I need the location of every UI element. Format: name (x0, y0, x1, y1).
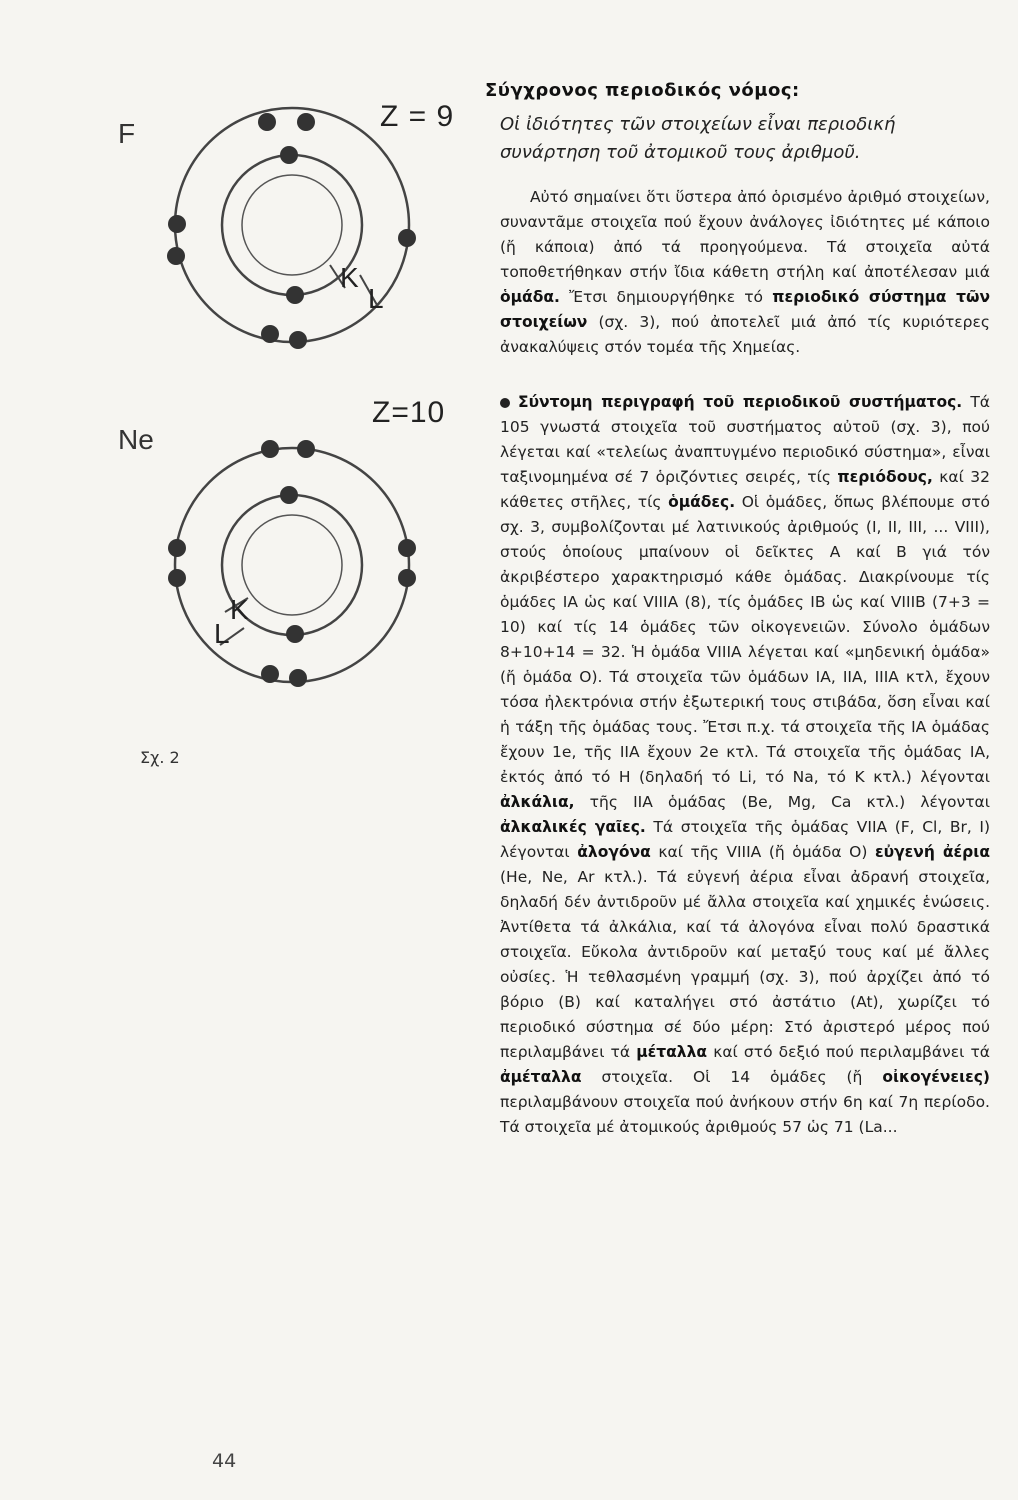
fluorine-shell-l-label: L (368, 283, 384, 314)
paragraph-periodic-system: Αὐτό σημαίνει ὅτι ὕστερα ἀπό ὁρισμένο ἀριθμό στοιχείων, συναντᾶμε στοιχεῖα πού ἔχουν ἀνάλογες ἰδιότητες μέ κάποιο (ἤ κάποια) ἀπό τά προηγούμενα. Τά στοιχεῖα αὐτά τοποθετήθηκαν στήν ἴδια κάθετη στήλη καί ἀποτέλεσαν μιά ὁμάδα. Ἔτσι δημιουργήθηκε τό περιοδικό σύστημα τῶν στοιχείων (σχ. 3), πού ἀποτελεῖ μιά ἀπό τίς κυριότερες ἀνακαλύψεις στόν τομέα τῆς Χημείας. (500, 188, 991, 356)
electron (286, 625, 304, 643)
electron (280, 486, 298, 504)
electron (289, 331, 307, 349)
electron (261, 440, 279, 458)
electron (168, 539, 186, 557)
term-families: οἰκογένειες) (882, 1068, 991, 1086)
electron (258, 113, 276, 131)
electron (297, 440, 315, 458)
law-statement: Οἱ ἰδιότητες τῶν στοιχείων εἶναι περιοδική συνάρτηση τοῦ ἀτομικοῦ τους ἀριθμοῦ. (500, 114, 896, 163)
bullet-icon (500, 398, 510, 408)
electron (261, 325, 279, 343)
paragraph-description: Σύντομη περιγραφή τοῦ περιοδικοῦ συστήματος. Τά 105 γνωστά στοιχεῖα τοῦ συστήματος αὐτοῦ (σχ. 3), πού λέγεται καί «τελείως ἀναπτυγμένο περιοδικό σύστημα», εἶναι ταξινομημένα σέ 7 ὁριζόντιες σειρές, τίς περιόδους, καί 32 κάθετες στῆλες, τίς ὁμάδες. Οἱ ὁμάδες, ὅπως βλέπουμε στό σχ. 3, συμβολίζονται μέ λατινικούς ἀριθμούς (I, II, III, ... VIII), στούς ὁποίους μπαίνουν οἱ δεῖκτες Α καί Β γιά τόν ἀκριβέστερο χαρακτηρισμό κάθε ὁμάδας. Διακρίνουμε τίς ὁμάδες IA ὡς καί VIIIA (8), τίς ὁμάδες IB ὡς καί VIIIB (7+3 = 10) καί τίς 14 ὁμάδες τῶν οἰκογενειῶν. Σύνολο ὁμάδων 8+10+14 = 32. Ἡ ὁμάδα VIIIA λέγεται καί «μηδενική ὁμάδα» (ἤ ὁμάδα Ο). Τά στοιχεῖα τῶν ὁμάδων IA, IIA, IIIA κτλ, ἔχουν τόσα ἠλεκτρόνια στήν ἐξωτερική τους στιβάδα, ὅση εἶναι καί ἡ τάξη τῆς ὁμάδας τους. Ἔτσι π.χ. τά στοιχεῖα τῆς IA ὁμάδας ἔχουν 1e, τῆς IIA ἔχουν 2e κτλ. Τά στοιχεῖα τῆς ὁμάδας IA, ἐκτός ἀπό τό H (δηλαδή τό Li, τό Na, τό K κτλ.) λέγονται ἀλκάλια, τῆς IIA ὁμάδας (Be, Mg, Ca κτλ.) λέγονται ἀλκαλικές γαῖες. Τά στοιχεῖα τῆς ὁμάδας VIIA (F, Cl, Br, I) λέγονται ἀλογόνα καί τῆς VIIIA (ἤ ὁμάδα Ο) εὐγενή ἀέρια (He, Ne, Ar κτλ.). Τά εὐγενή ἀέρια εἶναι ἀδρανή στοιχεῖα, δηλαδή δέν ἀντιδροῦν μέ ἄλλα στοιχεῖα καί χημικές ἑνώσεις. Ἀντίθετα τά ἀλκάλια, καί τά ἀλογόνα εἶναι πολύ δραστικά στοιχεῖα. Εὔκολα ἀντιδροῦν καί μεταξύ τους καί μέ ἄλλες οὐσίες. Ἡ τεθλασμένη γραμμή (σχ. 3), πού ἀρχίζει ἀπό τό βόριο (Β) καί καταλήγει στό ἀστάτιο (At), χωρίζει τό περιοδικό σύστημα σέ δύο μέρη: Στό ἀριστερό μέρος πού περιλαμβάνει τά μέταλλα καί στό δεξιό πού περιλαμβάνει τά ἀμέταλλα στοιχεῖα. Οἱ 14 ὁμάδες (ἤ οἰκογένειες) περιλαμβάνουν στοιχεῖα πού ἀνήκουν στήν 6η καί 7η περίοδο. Τά στοιχεῖα μέ ἀτομικούς ἀριθμούς 57 ὡς 71 (La... (500, 393, 991, 1136)
neon-outer-shell (175, 448, 409, 682)
page-number: 44 (212, 1450, 237, 1472)
electron (398, 229, 416, 247)
atom-figure (0, 0, 470, 800)
neon-shell-l-label: L (214, 618, 230, 649)
text-column (485, 80, 990, 1140)
subheading-description: Σύντομη περιγραφή τοῦ περιοδικοῦ συστήματος. (518, 393, 963, 411)
electron (289, 669, 307, 687)
electron (280, 146, 298, 164)
term-periodic-system: περιοδικό σύστημα τῶν στοιχείων (500, 288, 991, 331)
term-alkali: ἀλκάλια, (500, 793, 575, 811)
section-title: Σύγχρονος περιοδικός νόμος: (485, 80, 800, 101)
fluorine-shell-k-label: K (340, 262, 359, 293)
electron (398, 539, 416, 557)
neon-nucleus (242, 515, 342, 615)
neon-atom (168, 440, 416, 687)
electron (286, 286, 304, 304)
neon-atomic-number: Z=10 (372, 396, 446, 429)
figure-caption: Σχ. 2 (140, 748, 180, 767)
electron (168, 569, 186, 587)
term-halogens: ἀλογόνα (577, 843, 651, 861)
term-periods: περιόδους, (837, 468, 933, 486)
term-noble-gases: εὐγενή ἀέρια (874, 843, 990, 861)
fluorine-atomic-number: Z = 9 (380, 100, 455, 133)
term-nonmetals: ἀμέταλλα (500, 1068, 582, 1086)
fluorine-nucleus (242, 175, 342, 275)
fluorine-symbol: F (118, 118, 136, 149)
electron (261, 665, 279, 683)
term-metals: μέταλλα (636, 1043, 708, 1061)
neon-symbol: Ne (118, 424, 154, 455)
term-group: ὁμάδα. (500, 288, 560, 306)
electron (297, 113, 315, 131)
electron (167, 247, 185, 265)
electron (168, 215, 186, 233)
term-groups: ὁμάδες. (668, 493, 736, 511)
neon-shell-k-label: K (230, 594, 249, 625)
electron (398, 569, 416, 587)
term-alkaline-earths: ἀλκαλικές γαῖες. (500, 818, 646, 836)
